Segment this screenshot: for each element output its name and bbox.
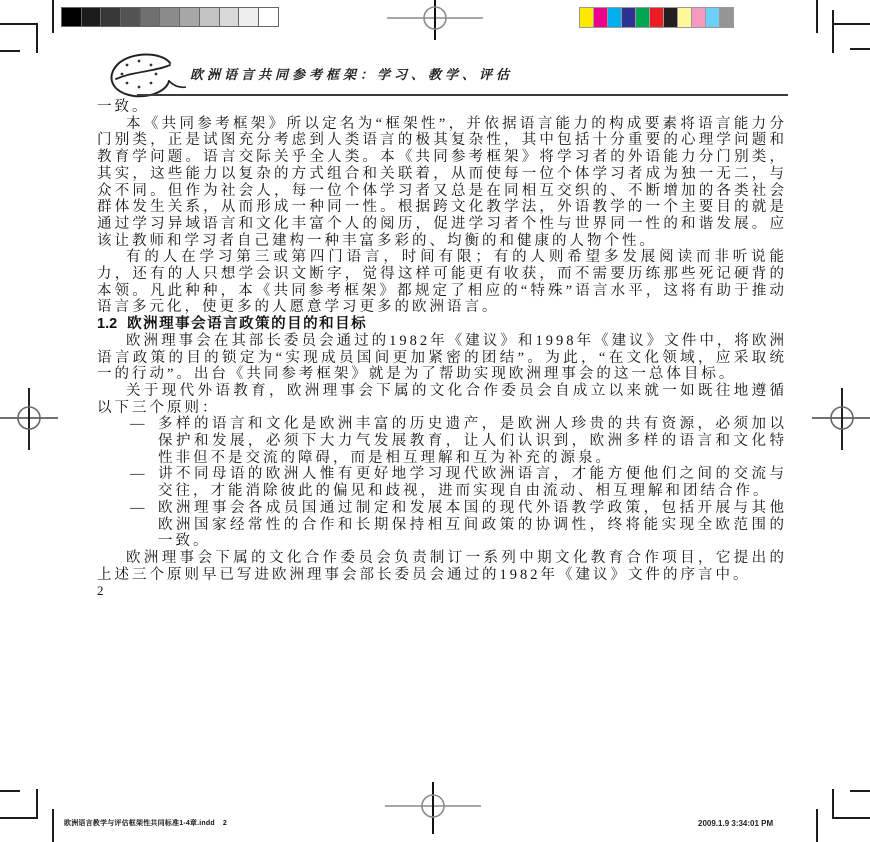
- color-swatch: [705, 7, 720, 28]
- registration-mark-icon: [0, 388, 60, 450]
- dash-bullet: —: [130, 466, 145, 483]
- color-swatch: [635, 7, 650, 28]
- color-swatch: [179, 7, 200, 27]
- color-swatch: [607, 7, 622, 28]
- running-header-title: 欧洲语言共同参考框架：学习、教学、评估: [190, 67, 514, 82]
- color-swatch: [258, 7, 279, 27]
- dash-bullet: —: [130, 499, 145, 516]
- color-swatch: [663, 7, 678, 28]
- list-item: [97, 500, 787, 550]
- footer-timestamp: 2009.1.9 3:34:01 PM: [698, 819, 774, 828]
- color-swatch: [100, 7, 121, 27]
- section-title: 欧洲理事会语言政策的目的和目标: [127, 316, 368, 333]
- list-item: [97, 466, 787, 499]
- color-swatch: [621, 7, 636, 28]
- grayscale-calibration-bar: [62, 7, 279, 27]
- paragraph: 欧洲理事会下属的文化合作委员会负责制订一系列中期文化教育合作项目，它提出的上述三个原则早已写进欧洲理事会部长委员会通过的1982年《建议》文件的序言中。: [97, 549, 787, 583]
- paragraph: 欧洲理事会在其部长委员会通过的1982年《建议》和1998年《建议》文件中，将欧洲语言政策的目的锁定为“实现成员国间更加紧密的团结”。为此，“在文化领域，应采取统一的行动”。出台《共同参考框架》就是为了帮助实现欧洲理事会的这一总体目标。: [97, 332, 787, 383]
- registration-mark-icon: [812, 388, 870, 450]
- color-swatch: [219, 7, 240, 27]
- color-swatch: [81, 7, 102, 27]
- color-swatch: [61, 7, 82, 27]
- cefr-e-logo-icon: [104, 50, 186, 100]
- color-swatch: [649, 7, 664, 28]
- paragraph: 关于现代外语教育，欧洲理事会下属的文化合作委员会自成立以来就一如既往地遵循以下三个原则：: [97, 382, 787, 416]
- color-swatch: [579, 7, 594, 28]
- color-swatch: [199, 7, 220, 27]
- page-body-text: [97, 99, 787, 600]
- list-item-text: 欧洲理事会各成员国通过制定和发展本国的现代外语教学政策，包括开展与其他欧洲国家经常性的合作和长期保持相互间政策的协调性，终将能实现全欧范围的一致。: [158, 499, 787, 550]
- paragraph: 本《共同参考框架》所以定名为“框架性”，并依据语言能力的构成要素将语言能力分门别类，正是试图充分考虑到人类语言的极其复杂性，其中包括十分重要的心理学问题和教育学问题。语言交际关乎全人类。本《共同参考框架》将学习者的外语能力分门别类，其实，这些能力以复杂的方式组合和关联着，从而使每一位个体学习者成为独一无二，与众不同。但作为社会人，每一位个体学习者又总是在同相互交织的、不断增加的各类社会群体发生关系，从而形成一种同一性。根据跨文化教学法，外语教学的一个主要目的就是通过学习异域语言和文化丰富个人的阅历，促进学习者个性与世界同一性的和谐发展。应该让教师和学习者自己建构一种丰富多彩的、均衡的和健康的人物个性。: [97, 115, 787, 249]
- list-item-text: 多样的语言和文化是欧洲丰富的历史遗产，是欧洲人珍贵的共有资源，必须加以保护和发展，必须下大力气发展教育，让人们认识到，欧洲多样的语言和文化特性非但不是交流的障碍，而是相互理解和互为补充的源泉。: [158, 416, 787, 466]
- footer-file-info: [64, 818, 227, 828]
- section-heading: [97, 316, 787, 333]
- list-item-text: 讲不同母语的欧洲人惟有更好地学习现代欧洲语言，才能方便他们之间的交流与交往，才能消除彼此的偏见和歧视，进而实现自由流动、相互理解和团结合作。: [158, 466, 787, 500]
- color-swatch: [593, 7, 608, 28]
- footer-file-name: 欧洲语言教学与评估框架性共同标准1-4章.indd: [64, 820, 215, 827]
- dash-bullet: —: [130, 416, 145, 433]
- registration-mark-icon: [385, 782, 481, 842]
- paragraph: 有的人在学习第三或第四门语言，时间有限；有的人则希望多发展阅读而非听说能力，还有的人只想学会识文断字，觉得这样可能更有收获，而不需要历练那些死记硬背的本领。凡此种种，本《共同参考框架》都规定了相应的“特殊”语言水平，这将有助于推动语言多元化，使更多的人愿意学习更多的欧洲语言。: [97, 249, 787, 316]
- color-swatch: [691, 7, 706, 28]
- color-swatch: [120, 7, 141, 27]
- color-calibration-bar: [580, 7, 734, 28]
- header-rule: [137, 94, 788, 96]
- color-swatch: [140, 7, 161, 27]
- principles-list: [97, 416, 787, 550]
- list-item: [97, 416, 787, 466]
- color-swatch: [719, 7, 734, 28]
- section-number: 1.2: [97, 316, 118, 333]
- page-number: 2: [97, 583, 104, 599]
- continuation-line: 一致。: [97, 99, 150, 115]
- color-swatch: [238, 7, 259, 27]
- color-swatch: [159, 7, 180, 27]
- footer-file-page: 2: [222, 820, 227, 827]
- color-swatch: [677, 7, 692, 28]
- registration-mark-icon: [387, 0, 483, 44]
